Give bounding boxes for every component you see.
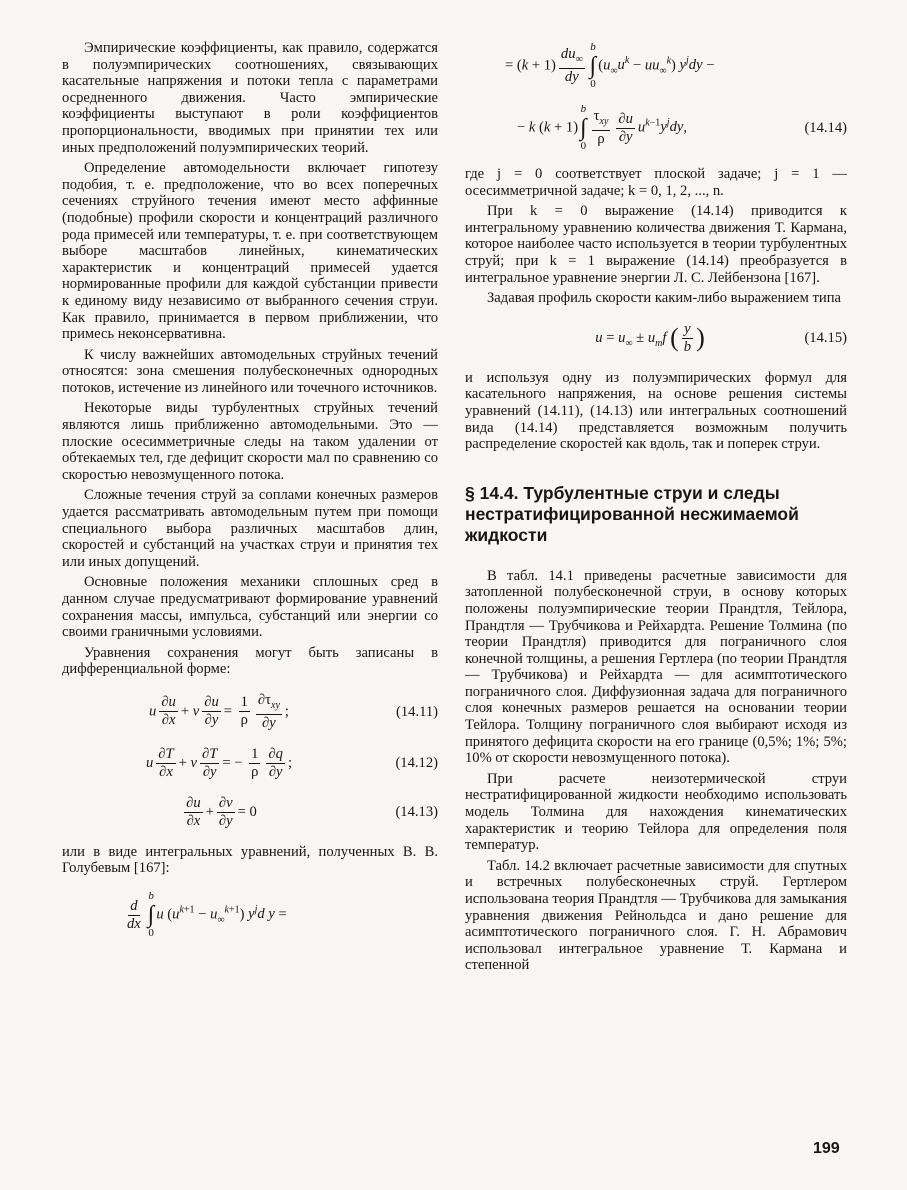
formula: u $\frac{\partial T}{\partial x}$ + v $\frac{\partial T}{\partial y}$ = − $\frac{1}{\rho}$ $\frac{\partial q}{\partial y}$ ; [146, 745, 292, 780]
paragraph: Определение автомодельности включает гипотезу подобия, т. е. предположение, что во всех поперечных сечениях струйного течения имеют место аффинные (подобные) профили скорости и концентраций различного рода примесей или температуры, т. е. при соответствующем выборе масштабов линейных, кинематических характеристик и концентраций примесей удается нормированные профили для каждой субстанции привести к единому виду независимо от выбранного сечения струи. Как правило, принимается в первом приближении, что примесь неконсервативна. [62, 160, 438, 343]
paragraph: К числу важнейших автомодельных струйных течений относятся: зона смешения полубесконечных однородных потоков, истечение из линейного или точечного источников. [62, 346, 438, 396]
equation-14-14-line1 [465, 42, 847, 90]
paragraph: и используя одну из полуэмпирических формул для касательного напряжения, на основе решения системы уравнений (14.11), (14.13) или интегральных соотношений вида (14.14) представляется возможным получить распределение скоростей как вдоль, так и поперек струи. [465, 369, 847, 453]
left-column [62, 40, 438, 953]
equation-14-12 [62, 746, 438, 781]
formula: $\frac{d}{dx}$ b ∫ 0 u $(u^{k+1} - u_\infty^{k+1})$ $y^jd$ y = [127, 890, 287, 940]
paragraph: При расчете неизотермической струи нестратифицированной жидкости необходимо использовать модель Толмина для нахождения кинематических характеристик и теорию Тейлора для определения поля температур. [465, 770, 847, 854]
paragraph: При k = 0 выражение (14.14) приводится к интегральному уравнению количества движения Т. Кармана, которое наиболее часто используется в теории турбулентных струй; при k = 1 выражение (14.14) преобразуется в интегральное уравнение энергии Л. С. Лейбензона [167]. [465, 203, 847, 286]
formula: − k (k + 1) b ∫ 0 $\tau_{xy}$ ρ $\frac{\partial u}{\partial y}$ $u^{k-1}y^jdy$, [517, 103, 688, 152]
equation-number: (14.13) [395, 804, 438, 821]
paragraph: Сложные течения струй за соплами конечных размеров удается рассматривать автомодельным путем при помощи специального выбора различных масштабов длин, скоростей и субстанций на участках струи и принятия тех или иных допущений. [62, 487, 438, 570]
section-heading: § 14.4. Турбулентные струи и следы нестратифицированной несжимаемой жидкости [465, 482, 799, 545]
formula: $\frac{\partial u}{\partial x}$ + $\frac{\partial v}{\partial y}$ = 0 [186, 794, 257, 829]
paragraph: где j = 0 соответствует плоской задаче; j = 1 — осесимметричной задаче; k = 0, 1, 2, ..., n. [465, 166, 847, 199]
equation-number: (14.14) [804, 119, 847, 136]
paragraph: В табл. 14.1 приведены расчетные зависимости для затопленной полубесконечной струи, в основу которых положены полуэмпирические теории Прандтля, Тейлора, Прандтля — Трубчикова и Рейхардта. Решение Толмина (по теории Прандтля) приводится для пограничного слоя конечной толщины, а решения Гертлера (по теории Прандтля — Трубчикова) и Рейхардта — для асимптотического пограничного слоя. Диффузионная задача для пограничного слоя конечных размеров решается на основании теории Тейлора. Толщину пограничного слоя выбирают исходя из принятого дефицита скорости на его границе (0,5%; 1%; 5%; 10% от скорости невозмущенного потока). [465, 567, 847, 767]
equation-14-13 [62, 795, 438, 830]
right-column [465, 40, 847, 978]
equation-integral-left [62, 891, 438, 939]
paragraph: или в виде интегральных уравнений, полученных В. В. Голубевым [167]: [62, 843, 438, 877]
equation-number: (14.11) [395, 703, 438, 720]
paragraph: Табл. 14.2 включает расчетные зависимости для спутных и встречных полубесконечных струй. Гертлером использована теория Прандтля — Трубчикова для замыкания уравнения движения Рейнольдса и дано решение для асимптотического пограничного слоя. Г. Н. Абрамович использовал интегральное уравнение Т. Кармана и степенной [465, 857, 847, 974]
equation-14-15 [465, 321, 847, 356]
formula: = (k + 1) $\frac{du_\infty}{dy}$ b ∫ 0 $(u_\infty u^k - uu_\infty^k) y^jdy$ − [505, 41, 715, 90]
equation-number: (14.12) [395, 755, 438, 772]
equation-14-11 [62, 692, 438, 732]
paragraph: Основные положения механики сплошных сред в данном случае предусматривают формирование уравнений сохранения массы, импульса, субстанций или энергии со своими граничными условиями. [62, 574, 438, 641]
paragraph: Некоторые виды турбулентных струйных течений являются лишь приближенно автомодельными. Это — плоские осесимметричные следы на таком удалении от обтекаемых тел, где дефицит скорости мал по сравнению со скоростью невозмущенного потока. [62, 400, 438, 483]
equation-14-14-line2 [465, 104, 847, 152]
paragraph: Задавая профиль скорости каким-либо выражением типа [487, 290, 841, 307]
paragraph: Эмпирические коэффициенты, как правило, содержатся в полуэмпирических соотношениях, связывающих касательные напряжения и потоки тепла с параметрами осредненного движения. Часто эмпирические коэффициенты выступают в роли коэффициентов пропорциональности, вводимых при принятии тех или иных предположений полуэмпирических теорий. [62, 40, 438, 156]
equation-number: (14.15) [804, 329, 847, 346]
formula: u $\frac{\partial u}{\partial x}$ + v $\frac{\partial u}{\partial y}$ = $\frac{1}{\rho}$ $\partial\tau_{xy}$ ∂y ; [149, 691, 289, 731]
formula: $u = u_\infty \pm u_mf$ ( $\frac{y}{b}$ ) [595, 320, 705, 355]
page-number: 199 [813, 1140, 840, 1157]
paragraph: Уравнения сохранения могут быть записаны в дифференциальной форме: [62, 644, 438, 678]
